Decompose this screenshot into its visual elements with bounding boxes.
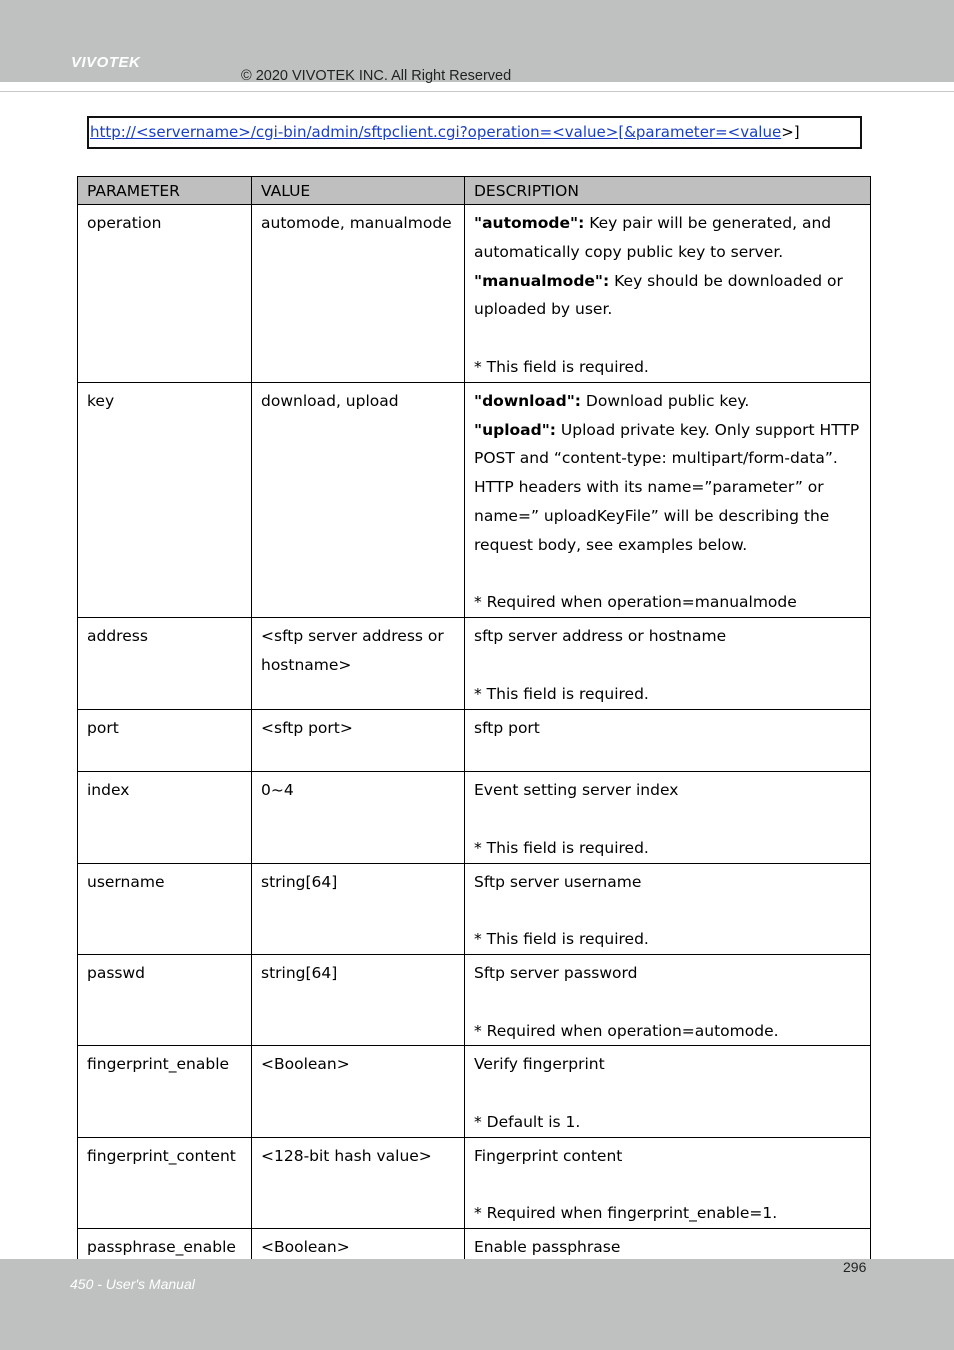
- description-text: Key should be downloaded or: [609, 271, 843, 290]
- cell-description: [465, 954, 871, 1045]
- page-number: 296: [843, 1259, 867, 1275]
- cell-parameter: index: [78, 772, 252, 863]
- brand-logo: VIVOTEK: [71, 54, 141, 71]
- description-text: Verify fingerprint: [474, 1055, 605, 1074]
- description-line: [474, 1142, 862, 1171]
- description-line: [474, 353, 862, 382]
- description-line: [474, 776, 862, 805]
- cell-value: <Boolean>: [252, 1229, 465, 1263]
- description-text: request body, see examples below.: [474, 535, 748, 554]
- description-text: * Required when operation=automode.: [474, 1021, 779, 1040]
- cell-parameter: fingerprint_content: [78, 1137, 252, 1228]
- description-spacer: [474, 742, 862, 771]
- cell-value: <sftp server address or hostname>: [252, 618, 465, 709]
- description-keyword: "download":: [474, 391, 581, 410]
- table-row: [78, 1229, 871, 1263]
- description-spacer: [474, 1171, 862, 1200]
- cgi-url-link[interactable]: http://<servername>/cgi-bin/admin/sftpclient.cgi?operation=<value>[&parameter=<value: [90, 123, 782, 141]
- table-row: [78, 382, 871, 617]
- description-line: [474, 680, 862, 709]
- cell-value: string[64]: [252, 954, 465, 1045]
- description-text: Enable passphrase: [474, 1238, 621, 1257]
- description-text: Key pair will be generated, and: [584, 214, 832, 232]
- description-spacer: [474, 988, 862, 1017]
- table-row: [78, 618, 871, 709]
- description-keyword: "upload":: [474, 420, 556, 439]
- description-line: [474, 238, 862, 267]
- cell-parameter: address: [78, 618, 252, 709]
- description-spacer: [474, 560, 862, 589]
- description-text: sftp port: [474, 718, 540, 737]
- description-keyword: "automode":: [474, 214, 585, 232]
- table-row: [78, 709, 871, 772]
- description-text: Event setting server index: [474, 781, 679, 800]
- description-line: [474, 714, 862, 743]
- cell-value: automode, manualmode: [252, 205, 465, 383]
- description-text: Sftp server username: [474, 872, 642, 891]
- table-body: [78, 205, 871, 1263]
- table-row: [78, 954, 871, 1045]
- description-text: * Default is 1.: [474, 1112, 581, 1131]
- description-line: [474, 295, 862, 324]
- description-line: [474, 416, 862, 445]
- description-line: [474, 925, 862, 954]
- table-row: [78, 863, 871, 954]
- cell-parameter: fingerprint_enable: [78, 1046, 252, 1137]
- cell-description: [465, 772, 871, 863]
- cell-parameter: port: [78, 709, 252, 772]
- cell-value: string[64]: [252, 863, 465, 954]
- table-row: [78, 205, 871, 383]
- description-line: [474, 834, 862, 863]
- description-text: * Required when operation=manualmode: [474, 593, 797, 612]
- cell-value: <128-bit hash value>: [252, 1137, 465, 1228]
- description-text: * This field is required.: [474, 838, 649, 857]
- cell-parameter: username: [78, 863, 252, 954]
- copyright-notice: © 2020 VIVOTEK INC. All Right Reserved: [241, 68, 512, 84]
- cell-description: [465, 1046, 871, 1137]
- table-row: [78, 1046, 871, 1137]
- description-line: [474, 959, 862, 988]
- cgi-url-box: [87, 116, 862, 149]
- cell-description: [465, 1137, 871, 1228]
- cell-value: <sftp port>: [252, 709, 465, 772]
- description-line: [474, 267, 862, 296]
- description-line: [474, 209, 862, 238]
- description-line: [474, 1199, 862, 1228]
- description-text: Fingerprint content: [474, 1146, 623, 1165]
- description-text: * This field is required.: [474, 357, 649, 376]
- description-text: name=” uploadKeyFile” will be describing the: [474, 506, 830, 525]
- cell-description: [465, 382, 871, 617]
- cgi-url-suffix: >]: [781, 123, 800, 141]
- description-text: automatically copy public key to server.: [474, 242, 784, 261]
- parameter-table: [77, 176, 871, 1263]
- cell-description: [465, 618, 871, 709]
- description-line: [474, 622, 862, 651]
- manual-label: 450 - User's Manual: [70, 1276, 195, 1292]
- cell-description: [465, 863, 871, 954]
- description-text: sftp server address or hostname: [474, 627, 727, 646]
- cell-value: 0~4: [252, 772, 465, 863]
- cell-parameter: passphrase_enable: [78, 1229, 252, 1263]
- cell-description: [465, 709, 871, 772]
- description-line: [474, 588, 862, 617]
- description-spacer: [474, 1079, 862, 1108]
- header-divider: [0, 91, 954, 92]
- cell-parameter: operation: [78, 205, 252, 383]
- description-line: [474, 868, 862, 897]
- description-line: [474, 1017, 862, 1046]
- description-line: [474, 473, 862, 502]
- description-text: * This field is required.: [474, 684, 649, 703]
- description-text: POST and “content-type: multipart/form-data”.: [474, 449, 838, 468]
- description-line: [474, 531, 862, 560]
- cell-description: [465, 205, 871, 383]
- description-text: Upload private key. Only support HTTP: [556, 420, 860, 439]
- description-line: [474, 444, 862, 473]
- description-line: [474, 1108, 862, 1137]
- description-text: * Required when fingerprint_enable=1.: [474, 1204, 778, 1223]
- description-spacer: [474, 805, 862, 834]
- cell-description: [465, 1229, 871, 1263]
- header-description: DESCRIPTION: [465, 177, 871, 205]
- table-row: [78, 1137, 871, 1228]
- description-text: HTTP headers with its name=”parameter” or: [474, 478, 824, 497]
- header-parameter: PARAMETER: [78, 177, 252, 205]
- description-line: [474, 387, 862, 416]
- description-spacer: [474, 896, 862, 925]
- header-value: VALUE: [252, 177, 465, 205]
- description-keyword: "manualmode":: [474, 271, 610, 290]
- description-line: [474, 502, 862, 531]
- cell-value: download, upload: [252, 382, 465, 617]
- description-spacer: [474, 324, 862, 353]
- description-text: uploaded by user.: [474, 300, 613, 319]
- table-header-row: [78, 177, 871, 205]
- description-line: [474, 1233, 862, 1262]
- description-text: Sftp server password: [474, 963, 638, 982]
- description-text: * This field is required.: [474, 930, 649, 949]
- description-line: [474, 1050, 862, 1079]
- cell-parameter: key: [78, 382, 252, 617]
- cell-value: <Boolean>: [252, 1046, 465, 1137]
- description-text: Download public key.: [580, 391, 750, 410]
- description-spacer: [474, 651, 862, 680]
- page-footer: [0, 1259, 954, 1350]
- cell-parameter: passwd: [78, 954, 252, 1045]
- table-row: [78, 772, 871, 863]
